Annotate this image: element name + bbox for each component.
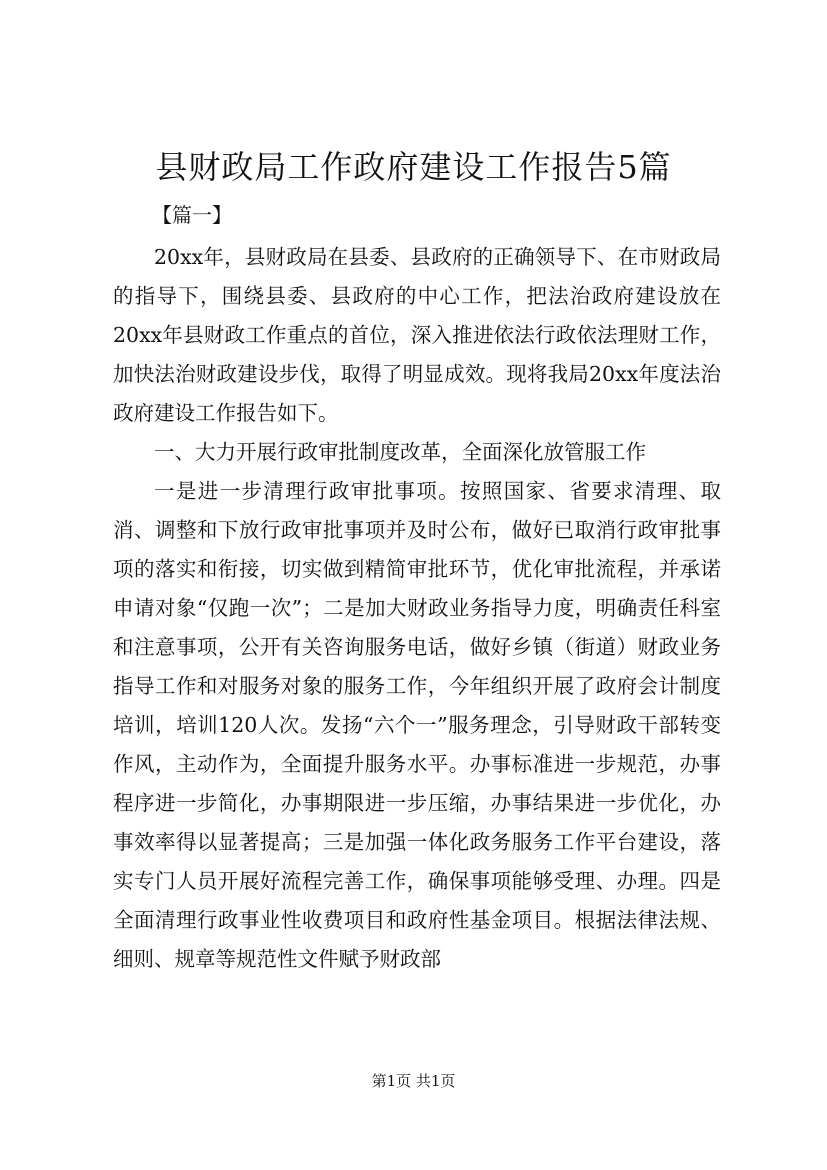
- section-tag: 【篇一】: [152, 203, 232, 227]
- page-footer: 第1页 共1页: [371, 1072, 456, 1090]
- body-paragraph: 20xx年，县财政局在县委、县政府的正确领导下、在市财政局的指导下，围绕县委、县政府的中心工作，把法治政府建设放在20xx年县财政工作重点的首位，深入推进依法行政依法理财工作，加快法治财政建设步伐，取得了明显成效。现将我局20xx年度法治政府建设工作报告如下。: [113, 245, 721, 425]
- document-body: [113, 238, 721, 979]
- body-paragraph: 一是进一步清理行政审批事项。按照国家、省要求清理、取消、调整和下放行政审批事项并及时公布，做好已取消行政审批事项的落实和衔接，切实做到精简审批环节，优化审批流程，并承诺申请对象“仅跑一次”；二是加大财政业务指导力度，明确责任科室和注意事项，公开有关咨询服务电话，做好乡镇（街道）财政业务指导工作和对服务对象的服务工作，今年组织开展了政府会计制度培训，培训120人次。发扬“六个一”服务理念，引导财政干部转变作风，主动作为，全面提升服务水平。办事标准进一步规范，办事程序进一步简化，办事期限进一步压缩，办事结果进一步优化，办事效率得以显著提高；三是加强一体化政务服务工作平台建设，落实专门人员开展好流程完善工作，确保事项能够受理、办理。四是全面清理行政事业性收费项目和政府性基金项目。根据法律法规、细则、规章等规范性文件赋予财政部: [113, 479, 721, 971]
- section-heading: 一、大力开展行政审批制度改革，全面深化放管服工作: [154, 440, 646, 464]
- document-title: 县财政局工作政府建设工作报告5篇: [155, 148, 672, 186]
